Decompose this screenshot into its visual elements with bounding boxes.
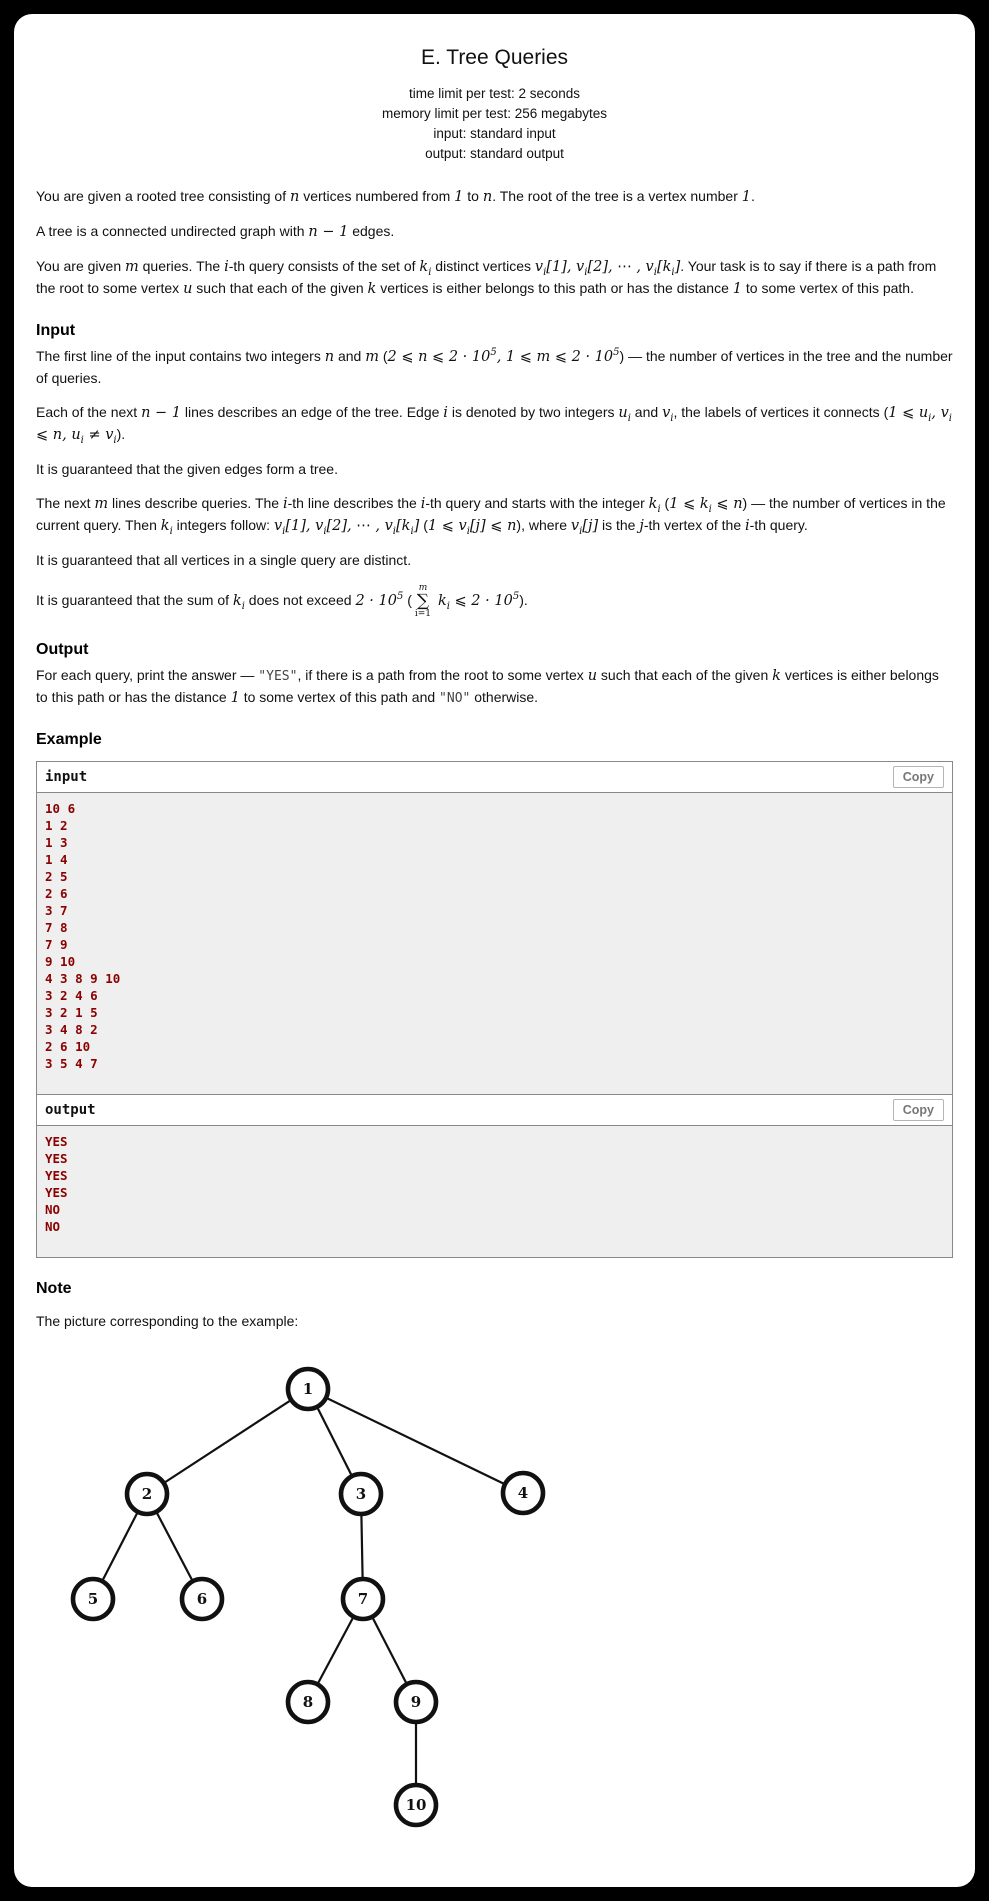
tree-node-label: 7 bbox=[357, 1590, 369, 1608]
time-limit: time limit per test: 2 seconds bbox=[408, 86, 581, 101]
sample-line: 3 4 8 2 bbox=[45, 1022, 98, 1037]
sample-line: NO bbox=[45, 1202, 61, 1217]
input-paragraph: It is guaranteed that the given edges form a tree. bbox=[36, 461, 338, 477]
sample-output-data bbox=[37, 1126, 952, 1257]
tree-node-label: 1 bbox=[302, 1380, 314, 1398]
sample-line: 3 2 4 6 bbox=[45, 988, 98, 1003]
tree-node-10 bbox=[396, 1785, 436, 1825]
problem-statement-card bbox=[14, 14, 975, 1887]
sample-line: 7 8 bbox=[45, 920, 68, 935]
sample-line: YES bbox=[45, 1151, 68, 1166]
sample-line: YES bbox=[45, 1168, 68, 1183]
sample-input-data bbox=[37, 793, 952, 1094]
tree-node-8 bbox=[288, 1682, 328, 1722]
sample-line: 4 3 8 9 10 bbox=[45, 971, 121, 986]
sample-line: 2 6 10 bbox=[45, 1039, 91, 1054]
sample-line: 9 10 bbox=[45, 954, 76, 969]
sample-line: 1 3 bbox=[45, 835, 68, 850]
tree-diagram-container bbox=[50, 1362, 953, 1837]
tree-node-label: 9 bbox=[410, 1693, 422, 1711]
sample-input-header bbox=[37, 762, 952, 793]
input-paragraph: The first line of the input contains two integers n and m (2 ⩽ n ⩽ $2 \cdot 10^5$, 1 ⩽ m ⩽ $2 \cdot 10^5$) — the number of vertices in the tree and the number of queries. bbox=[36, 347, 953, 386]
sample-tests-box bbox=[36, 761, 953, 1258]
copy-input-button[interactable]: Copy bbox=[893, 766, 944, 788]
tree-node-7 bbox=[343, 1579, 383, 1619]
sample-output-header bbox=[37, 1094, 952, 1126]
statement-paragraph: A tree is a connected undirected graph with n − 1 edges. bbox=[36, 223, 395, 240]
problem-title: E. Tree Queries bbox=[420, 46, 569, 69]
sample-line: 3 5 4 7 bbox=[45, 1056, 98, 1071]
example-heading: Example bbox=[36, 731, 102, 748]
sample-line: YES bbox=[45, 1134, 68, 1149]
tree-edge bbox=[147, 1389, 308, 1494]
tree-node-label: 10 bbox=[405, 1796, 427, 1814]
sample-line: 10 6 bbox=[45, 801, 76, 816]
tree-node-label: 3 bbox=[355, 1485, 367, 1503]
input-paragraph: The next m lines describe queries. The i-th line describes the i-th query and starts with the integer $k_i$ (1 ⩽ $k_i$ ⩽ n) — the number of vertices in the current query. Then $k_i$ integers follow: $v_i[1]$, $v_i[2]$, ⋯ , $v_i[k_i]$ (1 ⩽ $v_i[j]$ ⩽ n), where $v_i[j]$ is the j-th vertex of the i-th query. bbox=[36, 495, 946, 537]
sample-line: 3 2 1 5 bbox=[45, 1005, 98, 1020]
tree-node-label: 6 bbox=[196, 1590, 208, 1608]
statement-paragraph: You are given a rooted tree consisting of n vertices numbered from 1 to n. The root of the tree is a vertex number 1. bbox=[36, 188, 755, 205]
output-heading: Output bbox=[36, 641, 89, 658]
tree-diagram bbox=[50, 1362, 570, 1832]
input-heading: Input bbox=[36, 322, 76, 339]
sample-line: NO bbox=[45, 1219, 61, 1234]
sample-output-label: output bbox=[45, 1102, 96, 1118]
tree-node-2 bbox=[127, 1474, 167, 1514]
input-spec: input: standard input bbox=[433, 126, 556, 141]
input-paragraph: It is guaranteed that the sum of $k_i$ does not exceed $2 \cdot 10^5$ ( m ∑ i=1 $k_i$ ⩽ $2 \cdot 10^5$). bbox=[36, 583, 528, 619]
tree-node-6 bbox=[182, 1579, 222, 1619]
note-heading: Note bbox=[36, 1280, 72, 1297]
tree-node-3 bbox=[341, 1474, 381, 1514]
note-text: The picture corresponding to the example: bbox=[36, 1313, 299, 1329]
input-paragraph: Each of the next n − 1 lines describes an edge of the tree. Edge i is denoted by two integers $u_i$ and $v_i$, the labels of vertices it connects (1 ⩽ $u_i$, $v_i$ ⩽ n, $u_i \ne v_i$). bbox=[36, 404, 952, 446]
sample-input-label: input bbox=[45, 769, 88, 785]
input-paragraph: It is guaranteed that all vertices in a single query are distinct. bbox=[36, 552, 412, 568]
tree-node-label: 5 bbox=[87, 1590, 99, 1608]
tree-node-9 bbox=[396, 1682, 436, 1722]
tree-node-label: 2 bbox=[141, 1485, 153, 1503]
tree-node-label: 4 bbox=[517, 1484, 529, 1502]
sum-formula: m ∑ i=1 bbox=[414, 583, 432, 619]
output-paragraph: For each query, print the answer — "YES", if there is a path from the root to some vertex u such that each of the given k vertices is either belongs to this path or has the distance 1 to some vertex of this path and "NO" otherwise. bbox=[36, 667, 939, 706]
memory-limit: memory limit per test: 256 megabytes bbox=[381, 106, 608, 121]
sample-line: 1 4 bbox=[45, 852, 68, 867]
sample-line: 7 9 bbox=[45, 937, 68, 952]
tree-node-1 bbox=[288, 1369, 328, 1409]
tree-node-4 bbox=[503, 1473, 543, 1513]
output-spec: output: standard output bbox=[425, 146, 564, 161]
sample-line: 2 6 bbox=[45, 886, 68, 901]
tree-node-label: 8 bbox=[302, 1693, 314, 1711]
statement-paragraph: You are given m queries. The i-th query consists of the set of $k_i$ distinct vertices $v_i[1]$, $v_i[2]$, ⋯ , $v_i[k_i]$. Your task is to say if there is a path from the root to some vertex u such that each of the given k vertices is either belongs to this path or has the distance 1 to some vertex of this path. bbox=[36, 258, 937, 297]
sample-line: 3 7 bbox=[45, 903, 68, 918]
copy-output-button[interactable]: Copy bbox=[893, 1099, 944, 1121]
sample-line: 1 2 bbox=[45, 818, 68, 833]
statement-section bbox=[36, 186, 953, 300]
tree-node-5 bbox=[73, 1579, 113, 1619]
tree-edge bbox=[308, 1389, 523, 1493]
sample-line: 2 5 bbox=[45, 869, 68, 884]
sample-line: YES bbox=[45, 1185, 68, 1200]
